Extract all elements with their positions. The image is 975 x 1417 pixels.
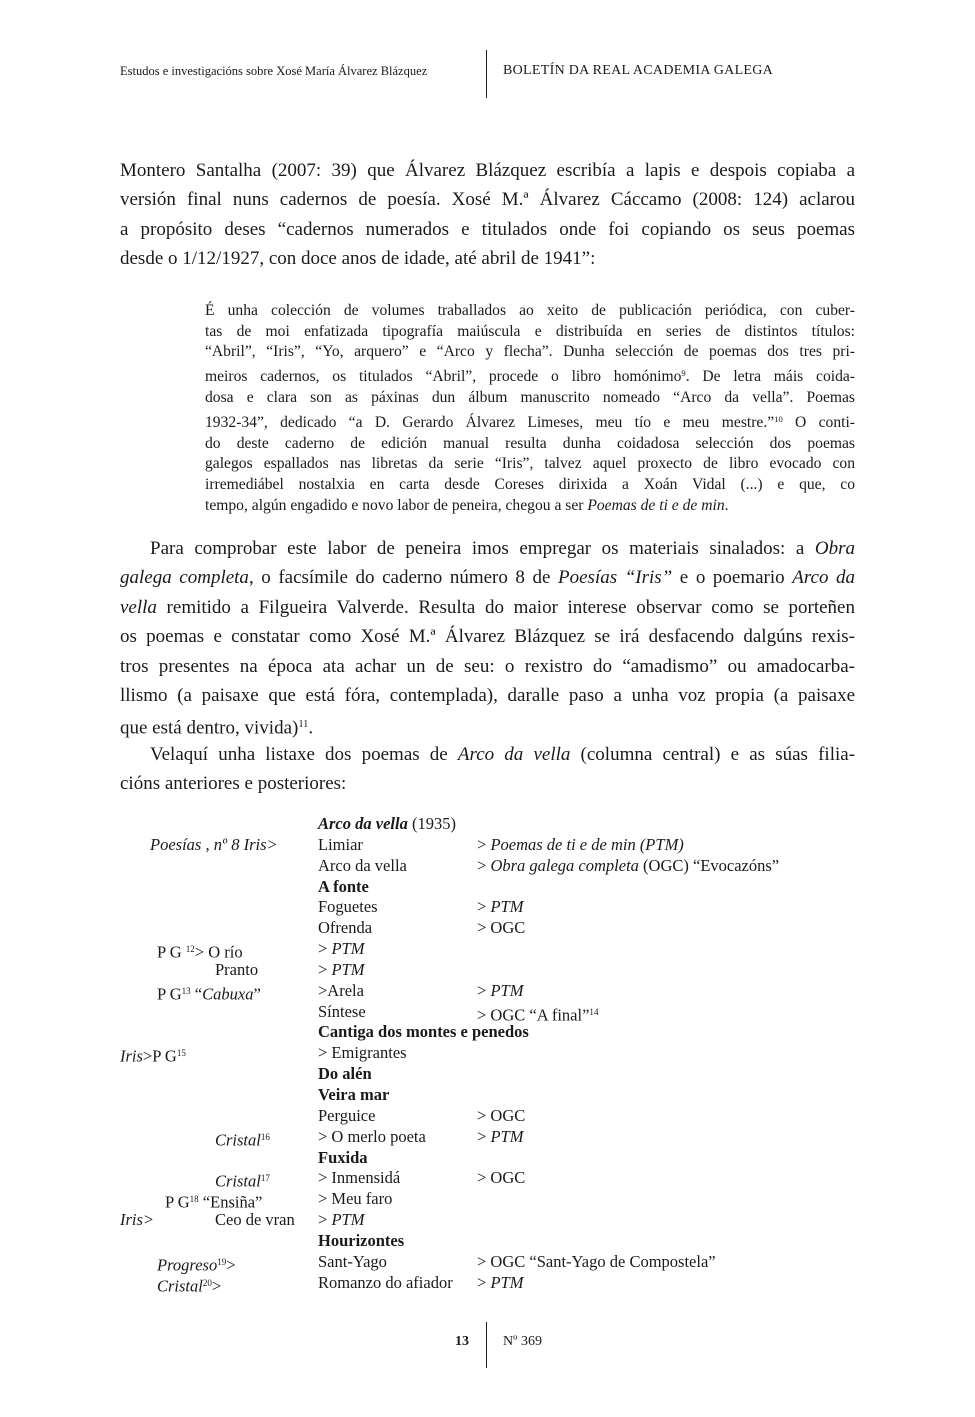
text-segment: > Inmensidá (318, 1168, 401, 1188)
arco-da-vella-poem-cell (318, 1043, 407, 1064)
text-segment: Poesías , nº 8 Iris> (150, 834, 278, 854)
table-row (0, 1002, 975, 1023)
text-segment: e o poemario (672, 567, 793, 589)
text-segment: galega completa (120, 567, 249, 589)
text-segment: Cantiga dos montes e penedos (318, 1022, 529, 1042)
text-segment: 1932-34”, dedicado “a D. Gerardo Álvarez Limeses, meu tío e meu mestre.” (205, 413, 775, 431)
footnote-marker: 19 (217, 1256, 227, 1267)
text-segment: tros presentes na época ata achar un de seu: o rexistro do “amadismo” ou amadocarba- (120, 655, 855, 677)
text-segment: Perguice (318, 1105, 376, 1125)
text-segment: Fuxida (318, 1147, 368, 1167)
text-segment: Do alén (318, 1064, 372, 1084)
text-segment: Arco da vella (457, 744, 571, 765)
text-segment: > OGC “A final” (477, 1005, 590, 1025)
poem-filiation-table (0, 814, 975, 1293)
text-segment: Pranto (215, 959, 259, 979)
text-segment: dosa e clara son as páxinas dun álbum manuscrito nomeado “Arco da vella”. Poemas (205, 388, 855, 406)
arco-da-vella-poem-cell (318, 1210, 364, 1231)
text-line (120, 740, 855, 769)
earlier-source-cell (120, 1210, 154, 1231)
table-row (0, 1231, 975, 1252)
text-line (205, 322, 855, 343)
text-line (120, 710, 855, 743)
text-segment: > (477, 834, 491, 854)
text-line (120, 681, 855, 710)
text-segment: Ofrenda (318, 918, 373, 938)
footnote-marker: 16 (260, 1131, 270, 1142)
text-segment: Para comprobar este labor de peneira imos empregar os materiais sinalados: a (150, 538, 815, 559)
text-segment: irremediábel nostalxia en carta desde Coreses dirixida a Xoán Vidal (...) e que, co (205, 475, 855, 493)
text-segment: Ceo de vran (215, 1210, 295, 1230)
text-segment: > (226, 1255, 236, 1275)
text-segment: Arco da vella (318, 855, 407, 875)
text-line (120, 563, 855, 592)
text-segment: Cristal (157, 1276, 203, 1295)
footnote-marker: 20 (202, 1277, 212, 1288)
table-row (0, 1189, 975, 1210)
text-segment: PTM (490, 897, 524, 917)
text-segment: Poemas de ti e de min (PTM) (490, 834, 684, 854)
table-row (0, 835, 975, 856)
footer-divider (486, 1322, 487, 1368)
text-segment: cións anteriores e posteriores: (120, 773, 347, 795)
intro-paragraph (120, 156, 855, 274)
later-destination-cell (477, 918, 525, 939)
text-segment: > (318, 1210, 332, 1230)
text-segment: ” (253, 984, 261, 1004)
text-segment: (OGC) “Evocazóns” (638, 855, 780, 875)
text-segment: que está dentro, vivida) (120, 717, 299, 739)
later-destination-cell (477, 981, 523, 1002)
text-line (205, 475, 855, 496)
text-line (120, 185, 855, 214)
text-segment: desde o 1/12/1927, con doce anos de idade, até abril de 1941”: (120, 248, 596, 270)
text-segment: do deste caderno de edición manual resulta dunha coidadosa selección dos poemas (205, 434, 855, 452)
later-destination-cell (477, 1106, 525, 1127)
text-segment: vella (120, 596, 157, 618)
earlier-source-cell (215, 1210, 295, 1231)
text-segment: . De letra máis coida- (685, 368, 855, 386)
text-segment: > (318, 939, 332, 959)
arco-da-vella-poem-cell (318, 1002, 366, 1023)
text-segment: Hourizontes (318, 1230, 405, 1250)
text-segment: tas de moi enfatizada tipografía maiúscula e distribuída en series de distintos títulos: (205, 322, 855, 340)
arco-da-vella-poem-cell (318, 835, 363, 856)
text-segment: > O río (194, 942, 243, 962)
later-destination-cell (477, 1168, 525, 1189)
text-segment: PTM (490, 1126, 524, 1146)
text-segment: P G (165, 1192, 190, 1212)
text-segment: PTM (331, 959, 365, 979)
table-row (0, 877, 975, 898)
arco-da-vella-poem-cell (318, 1252, 387, 1273)
text-segment: Cristal (215, 1130, 261, 1150)
text-segment: P G (157, 984, 182, 1004)
arco-da-vella-poem-cell (318, 897, 378, 918)
text-line (120, 156, 855, 185)
text-segment: meiros cadernos, os titulados “Abril”, procede o libro homónimo (205, 368, 682, 386)
table-row (0, 960, 975, 981)
text-segment: > (477, 855, 491, 875)
text-segment: . (724, 496, 729, 514)
text-segment: Cabuxa (202, 984, 254, 1004)
table-row (0, 939, 975, 960)
text-line (205, 409, 855, 434)
text-segment: “Abril”, “Iris”, “Yo, arquero” e “Arco y flecha”. Dunha selección de poemas dos tres pri- (205, 343, 855, 361)
text-segment: O conti- (782, 413, 855, 431)
footnote-marker: 14 (589, 1006, 599, 1017)
running-header-right: BOLETÍN DA REAL ACADEMIA GALEGA (503, 63, 774, 78)
arco-da-vella-poem-cell (318, 1168, 400, 1189)
text-segment: PTM (490, 1272, 524, 1292)
text-segment: Poemas de ti e de min (587, 496, 725, 514)
arco-da-vella-poem-cell (318, 1127, 426, 1148)
table-row (0, 1106, 975, 1127)
text-segment: > (211, 1276, 222, 1295)
text-segment: , o facsímile do caderno número 8 de (248, 567, 559, 589)
text-segment: Síntese (318, 1001, 366, 1021)
text-line (205, 454, 855, 475)
text-segment: > Emigrantes (318, 1043, 407, 1063)
text-segment: >Arela (318, 980, 364, 1000)
text-segment: llismo (a paisaxe que está fóra, contemplada), daralle paso a unha voz propia (a paisaxe (120, 685, 855, 707)
later-destination-cell (477, 1252, 716, 1273)
footnote-marker: 11 (298, 719, 309, 731)
text-segment: > O merlo poeta (318, 1126, 426, 1146)
arco-da-vella-poem-cell (318, 1022, 529, 1043)
table-row (0, 1273, 975, 1294)
arco-da-vella-poem-cell (318, 877, 369, 898)
text-segment: > (477, 1126, 491, 1146)
text-segment: Sant-Yago (318, 1251, 387, 1271)
text-segment: Iris (120, 1046, 143, 1066)
text-segment: >P G (142, 1046, 177, 1066)
text-segment: É unha colección de volumes traballados ao xeito de publicación periódica, con cuber- (205, 302, 855, 319)
later-destination-cell (477, 897, 523, 918)
text-segment: > OGC (477, 1105, 526, 1125)
text-line (205, 434, 855, 455)
arco-da-vella-poem-cell (318, 981, 364, 1002)
text-segment: > Meu faro (318, 1189, 393, 1209)
later-destination-cell (477, 1273, 523, 1294)
text-segment: os poemas e constatar como Xosé M.ª Álvarez Blázquez se irá desfacendo dalgúns rexis- (120, 626, 855, 648)
text-line (120, 622, 855, 651)
table-row (0, 1043, 975, 1064)
earlier-source-cell (215, 960, 258, 981)
text-line (205, 496, 855, 517)
arco-da-vella-poem-cell (318, 960, 364, 981)
text-line (120, 534, 855, 563)
text-segment: Poesías “Iris” (558, 567, 673, 589)
arco-da-vella-poem-cell (318, 1189, 392, 1210)
arco-da-vella-poem-cell (318, 1273, 453, 1294)
text-segment: > (477, 980, 491, 1000)
paragraph-list-intro (120, 740, 855, 799)
text-segment: a propósito deses “cadernos numerados e titulados onde foi copiando os seus poemas (120, 218, 855, 240)
text-segment: Progreso (157, 1255, 218, 1275)
text-segment: Obra galega completa (490, 855, 639, 875)
arco-da-vella-poem-cell (318, 856, 407, 877)
table-row (0, 981, 975, 1002)
text-line (205, 342, 855, 363)
table-row (0, 1168, 975, 1189)
table-row (0, 1022, 975, 1043)
earlier-source-cell (157, 1273, 221, 1297)
footnote-marker: 13 (181, 985, 191, 996)
text-segment: > OGC (477, 918, 526, 938)
text-segment: PTM (490, 980, 524, 1000)
text-segment: > OGC (477, 1168, 526, 1188)
table-row (0, 856, 975, 877)
text-segment: Romanzo do afiador (318, 1272, 453, 1292)
text-segment: (1935) (407, 814, 456, 833)
later-destination-cell (477, 1127, 523, 1148)
table-row (0, 1252, 975, 1273)
arco-da-vella-poem-cell (318, 939, 364, 960)
table-row (0, 1127, 975, 1148)
text-segment: remitido a Filgueira Valverde. Resulta do maior interese observar como se porteñen (156, 596, 855, 618)
arco-da-vella-poem-cell (318, 918, 372, 939)
text-segment: Velaquí unha listaxe dos poemas de (150, 744, 458, 765)
arco-da-vella-poem-cell (318, 1085, 389, 1106)
text-segment: “ (190, 984, 203, 1004)
table-row (0, 1210, 975, 1231)
text-line (120, 244, 855, 273)
text-segment: Arco da vella (318, 814, 408, 833)
text-segment: P G (157, 942, 186, 962)
running-header-left: Estudos e investigacións sobre Xosé María Álvarez Blázquez (120, 64, 428, 78)
text-segment: > OGC “Sant-Yago de Compostela” (477, 1251, 716, 1271)
text-segment: > (318, 959, 332, 979)
arco-da-vella-poem-cell (318, 1231, 404, 1252)
arco-da-vella-poem-cell (318, 814, 456, 835)
arco-da-vella-poem-cell (318, 1148, 368, 1169)
text-segment: tempo, algún engadido e novo labor de peneira, chegou a ser (205, 496, 588, 514)
footnote-marker: 12 (185, 944, 195, 955)
table-row (0, 1064, 975, 1085)
table-row (0, 918, 975, 939)
issue-number: Nº 369 (503, 1334, 542, 1349)
text-line (120, 593, 855, 622)
later-destination-cell (477, 856, 779, 877)
arco-da-vella-poem-cell (318, 1064, 372, 1085)
header-divider (486, 50, 487, 98)
page-number: 13 (455, 1334, 469, 1349)
footnote-marker: 15 (176, 1048, 186, 1059)
text-segment: PTM (331, 939, 365, 959)
text-segment: “Ensiña” (198, 1192, 263, 1212)
earlier-source-cell (150, 835, 278, 856)
text-segment: galegos espallados nas libretas da serie “Iris”, talvez aquel proxecto de libro evocado con (205, 455, 855, 473)
text-segment: Foguetes (318, 897, 378, 917)
text-line (205, 388, 855, 409)
text-segment: Obra (814, 538, 855, 559)
text-segment: Cristal (215, 1171, 261, 1191)
table-row (0, 814, 975, 835)
text-segment: . (308, 717, 314, 739)
text-segment: A fonte (318, 876, 369, 896)
text-line (120, 652, 855, 681)
text-segment: Montero Santalha (2007: 39) que Álvarez Blázquez escribía a lapis e despois copiaba a (120, 160, 855, 181)
text-segment: Veira mar (318, 1084, 390, 1104)
footnote-marker: 9 (681, 368, 686, 379)
later-destination-cell (477, 835, 684, 856)
text-segment: > (477, 897, 491, 917)
text-segment: Arco da (792, 567, 856, 589)
text-line (205, 363, 855, 388)
footnote-marker: 10 (774, 413, 783, 424)
table-row (0, 897, 975, 918)
text-line (120, 215, 855, 244)
arco-da-vella-poem-cell (318, 1106, 375, 1127)
text-segment: Limiar (318, 834, 363, 854)
footnote-marker: 18 (189, 1194, 199, 1205)
text-segment: Iris> (120, 1210, 155, 1230)
paragraph-materials (120, 534, 855, 743)
text-line (205, 301, 855, 322)
table-row (0, 1085, 975, 1106)
table-row (0, 1148, 975, 1169)
footnote-marker: 17 (260, 1173, 270, 1184)
text-segment: > (477, 1272, 491, 1292)
text-segment: versión final nuns cadernos de poesía. Xosé M.ª Álvarez Cáccamo (2008: 124) aclarou (120, 189, 855, 211)
text-segment: PTM (331, 1210, 365, 1230)
block-quote (205, 301, 855, 516)
text-line (120, 769, 855, 798)
text-segment: (columna central) e as súas filia- (570, 744, 856, 765)
